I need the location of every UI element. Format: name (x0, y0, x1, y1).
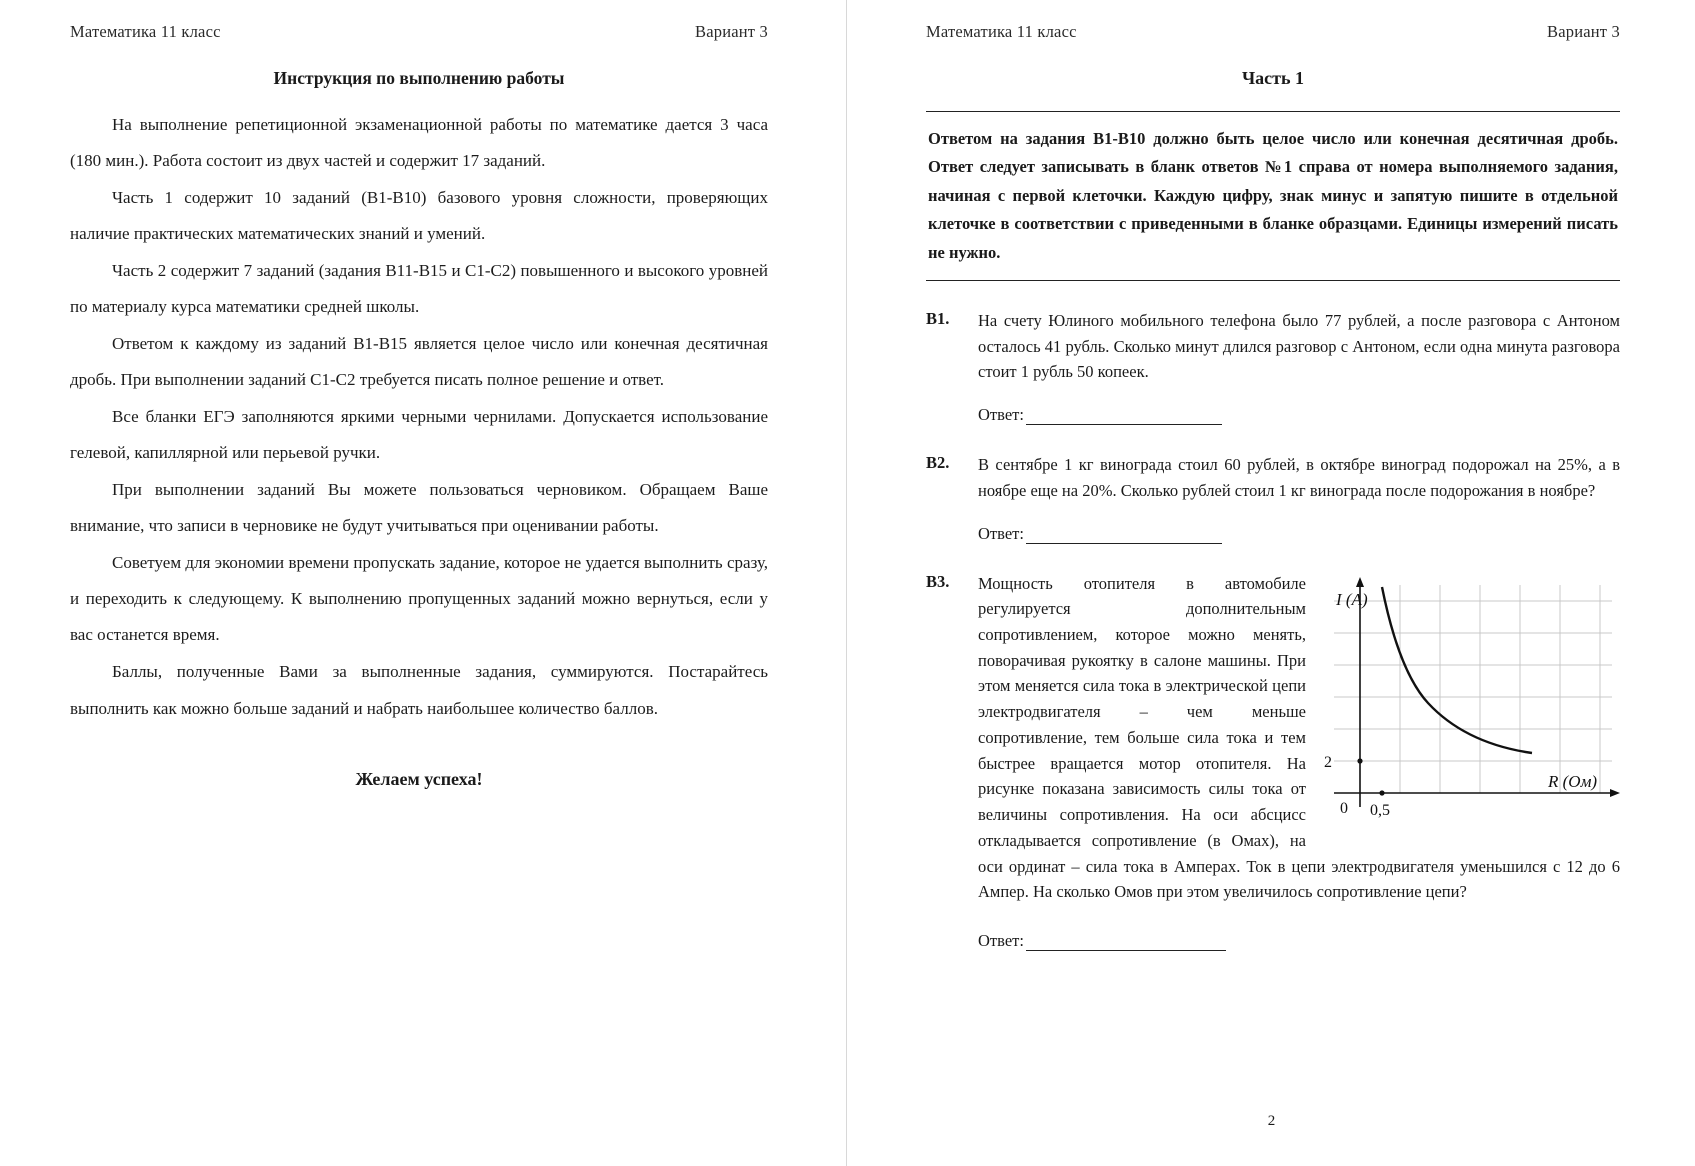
answer-label: Ответ: (978, 405, 1024, 425)
running-head-left (70, 22, 768, 42)
instruction-paragraph: Часть 2 содержит 7 заданий (задания В11-В15 и С1-С2) повышенного и высокого уровней по материалу курса математики средней школы. (70, 261, 768, 317)
x-axis-arrow (1610, 789, 1620, 797)
chart-y-tick-label: 2 (1324, 753, 1332, 771)
instruction-paragraph: На выполнение репетиционной экзаменационной работы по математике дается 3 часа (180 мин.). Работа состоит из двух частей и содержит 17 заданий. (70, 115, 768, 171)
running-head-right (926, 22, 1620, 42)
answer-rule[interactable] (1026, 936, 1226, 951)
answer-rule[interactable] (1026, 529, 1222, 544)
answer-rule[interactable] (1026, 410, 1222, 425)
answer-field-b3[interactable] (978, 931, 1620, 951)
chart-x-tick-label: 0,5 (1370, 801, 1390, 819)
page-gutter-divider (846, 0, 847, 1166)
y-axis-arrow (1356, 577, 1364, 587)
task-number: В1. (926, 308, 950, 328)
running-head-subject: Математика 11 класс (70, 22, 221, 41)
instruction-title: Инструкция по выполнению работы (273, 68, 565, 88)
task-text: На счету Юлиного мобильного телефона было 77 рублей, а после разговора с Антоном осталось 41 рубль. Сколько минут длился разговор с Антоном, если одна минута разговора стоит 1 рубль 50 копеек. (978, 310, 1620, 382)
instruction-paragraph: Баллы, полученные Вами за выполненные задания, суммируются. Постарайтесь выполнить как можно больше заданий и набрать наибольшее количество баллов. (70, 662, 768, 718)
running-head-subject: Математика 11 класс (926, 22, 1077, 41)
task-number: В2. (926, 453, 950, 473)
answer-label: Ответ: (978, 523, 1024, 543)
page-number: 2 (1267, 1113, 1276, 1129)
task-b3 (926, 571, 1620, 906)
running-head-variant: Вариант 3 (695, 22, 768, 41)
current-resistance-chart (1320, 575, 1620, 827)
instruction-paragraph: Ответом к каждому из заданий В1-В15 является целое число или конечная десятичная дробь. При выполнении заданий С1-С2 требуется писать полное решение и ответ. (70, 334, 768, 390)
part-title: Часть 1 (1241, 68, 1305, 88)
good-luck-message: Желаем успеха! (355, 768, 483, 789)
task-number: В3. (926, 571, 950, 591)
answer-field-b1[interactable] (978, 405, 1620, 425)
task-b2 (926, 452, 1620, 503)
chart-origin-label: 0 (1340, 799, 1348, 817)
answer-label: Ответ: (978, 931, 1024, 951)
task-text: В сентябре 1 кг винограда стоил 60 рублей, в октябре виноград подорожал на 25%, а в ноябре еще на 20%. Сколько рублей стоил 1 кг винограда после подорожания в ноябре? (978, 455, 1620, 500)
right-page (848, 0, 1695, 1166)
chart-svg (1320, 575, 1620, 827)
current-curve (1382, 587, 1532, 753)
answer-field-b2[interactable] (978, 524, 1620, 544)
answer-format-notice: Ответом на задания В1-В10 должно быть целое число или конечная десятичная дробь. Ответ следует записывать в бланк ответов №1 справа от номера выполняемого задания, начиная с первой клеточки. Каждую цифру, знак минус и запятую пишите в отдельной клеточке в соответствии с приведенными в бланке образцами. Единицы измерений писать не нужно. (926, 111, 1620, 281)
running-head-variant: Вариант 3 (1547, 22, 1620, 41)
chart-gridlines (1334, 585, 1612, 793)
instruction-paragraph: При выполнении заданий Вы можете пользоваться черновиком. Обращаем Ваше внимание, что записи в черновике не будут учитываться при оценивании работы. (70, 480, 768, 536)
instruction-paragraph: Советуем для экономии времени пропускать задание, которое не удается выполнить сразу, и переходить к следующему. К выполнению пропущенных заданий можно вернуться, если у вас останется время. (70, 553, 768, 645)
instruction-paragraph: Все бланки ЕГЭ заполняются яркими черными чернилами. Допускается использование гелевой, капиллярной или перьевой ручки. (70, 407, 768, 463)
task-text: Мощность отопителя в автомобиле регулируется дополнительным сопротивлением, которое можно менять, поворачивая рукоятку в салоне машины. При этом меняется сила тока в электрической цепи электродвигателя – чем меньше сопротивление, тем больше сила тока и тем быстрее вращается мотор отопителя. На рисунке показана зависимость силы тока от величины сопротивления. На оси абсцисс откладывается сопротивление (в Омах), на оси ординат – сила тока в Амперах. Ток в цепи электродвигателя уменьшился с 12 до 6 Ампер. На сколько Омов при этом увеличилось сопротивление цепи? (978, 573, 1620, 902)
task-b1 (926, 308, 1620, 385)
task-b3-body (978, 571, 1620, 906)
instruction-paragraph: Часть 1 содержит 10 заданий (В1-В10) базового уровня сложности, проверяющих наличие практических математических знаний и умений. (70, 188, 768, 244)
chart-x-axis-label: R (Ом) (1548, 771, 1598, 791)
x-tick-dot (1379, 790, 1384, 795)
y-tick-dot (1357, 758, 1362, 763)
chart-y-axis-label: I (A) (1336, 589, 1368, 609)
